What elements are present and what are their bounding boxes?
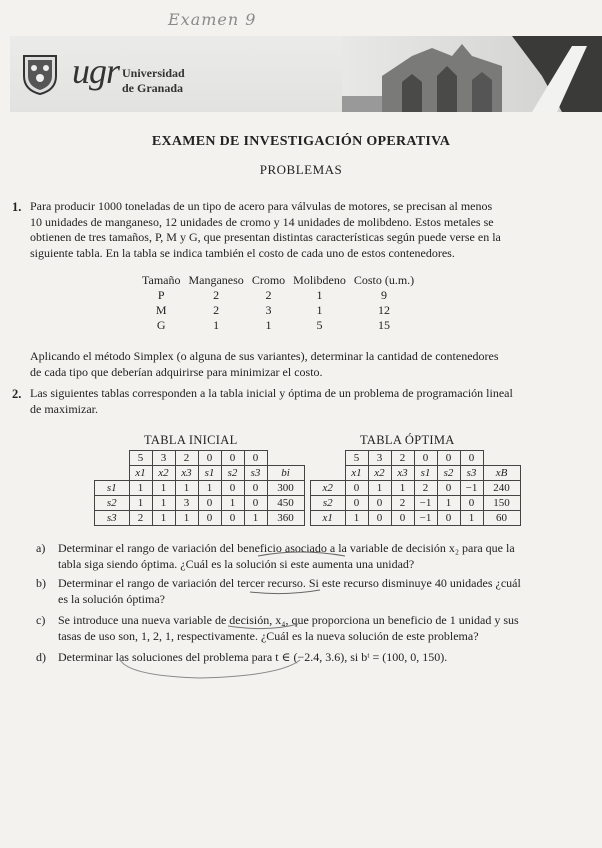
table-cell: 0 [437,511,460,526]
column-header: x2 [368,466,391,481]
table-cell: 1 [316,303,323,317]
table-cell: 2 [391,496,414,511]
table-cell: −1 [414,496,437,511]
table-cell: 1 [221,496,244,511]
table-cell: 9 [381,288,387,302]
column-header: s1 [414,466,437,481]
table-cell: 1 [460,511,483,526]
problem-1-closing-line: de cada tipo que deberían adquirirse para minimizar el costo. [30,364,323,379]
table-cell: 0 [221,481,244,496]
table-cell: 1 [175,481,198,496]
cost-cell: 2 [175,451,198,466]
table-cell: 300 [267,481,304,496]
table-cell: M [155,303,167,317]
table-cell: 60 [483,511,520,526]
cost-cell: 0 [460,451,483,466]
table-cell: 1 [244,511,267,526]
table-cell: 0 [221,511,244,526]
question-line: Determinar el rango de variación del tercer recurso. Si este recurso disminuye 40 unidades ¿cuál [58,576,521,590]
column-header: s3 [244,466,267,481]
table-cell: 150 [483,496,520,511]
table-cell: 0 [244,481,267,496]
table-cell: 2 [129,511,152,526]
problem-1-line: 10 unidades de manganeso, 12 unidades de cromo y 14 unidades de molibdeno. Estos metales se [30,214,494,229]
cost-cell: 3 [152,451,175,466]
question-line: es la solución óptima? [58,591,165,606]
underline-mark [250,590,320,594]
table-cell: 0 [345,496,368,511]
table-cell: 0 [368,511,391,526]
table-cell: 1 [316,288,323,302]
table-cell: 1 [198,481,221,496]
table-cell: 0 [244,496,267,511]
problem-1-line: siguiente tabla. En la tabla se indica también el costo de cada uno de estos contenedores. [30,245,455,260]
problem-1-line: Para producir 1000 toneladas de un tipo de acero para válvulas de motores, se precisan al menos [30,199,493,213]
column-header: xB [483,466,520,481]
table-cell: 0 [345,481,368,496]
table-cell: 450 [267,496,304,511]
curve-mark [120,660,300,678]
column-header: bi [267,466,304,481]
problem-2-line: Las siguientes tablas corresponden a la tabla inicial y óptima de un problema de programación lineal [30,386,513,400]
basis-cell: x2 [311,481,346,496]
column-header: Manganeso [188,273,244,287]
basis-cell: s3 [95,511,130,526]
basis-cell: x1 [311,511,346,526]
question-line: Determinar el rango de variación del beneficio asociado a la variable de decisión x₂ para que la [58,541,515,555]
table-cell: 0 [198,496,221,511]
column-header: s3 [460,466,483,481]
problem-1-closing-line: Aplicando el método Simplex (o alguna de sus variantes), determinar la cantidad de contenedores [30,349,499,363]
table-cell: 5 [316,318,323,332]
column-header: Molibdeno [293,273,346,287]
column-header: x1 [345,466,368,481]
table-cell: −1 [460,481,483,496]
table-cell: 1 [345,511,368,526]
column-header: x2 [152,466,175,481]
column-header: Costo (u.m.) [353,273,415,287]
table-cell: 1 [152,481,175,496]
problem-2-line: de maximizar. [30,401,98,416]
table-cell: 12 [378,303,390,317]
question-line: Determinar las soluciones del problema para t ∈ (−2.4, 3.6), si bᵗ = (100, 0, 150). [58,650,448,664]
table-cell: P [157,288,165,302]
column-header: Tamaño [142,273,181,287]
table-cell: 1 [391,481,414,496]
university-name: Universidad de Granada [122,66,185,95]
cost-cell: 0 [221,451,244,466]
table-cell: 1 [152,511,175,526]
handwritten-note: Examen 9 [168,10,257,29]
question-line: tasas de uso son, 1, 2, 1, respectivamente. ¿Cuál es la nueva solución de este problema? [58,628,479,643]
question-line: Se introduce una nueva variable de decisión, x₄, que proporciona un beneficio de 1 unidad y sus [58,613,519,627]
table-cell: 240 [483,481,520,496]
column-header: s1 [198,466,221,481]
column-header: s2 [437,466,460,481]
column-header: Cromo [251,273,286,287]
table-cell: 2 [414,481,437,496]
table-cell: 0 [437,481,460,496]
cost-cell: 0 [198,451,221,466]
exam-title: EXAMEN DE INVESTIGACIÓN OPERATIVA [151,134,451,149]
table-cell: 1 [129,496,152,511]
cost-cell: 5 [129,451,152,466]
table-cell: −1 [414,511,437,526]
table-cell: 0 [391,511,414,526]
underline-mark [228,624,298,629]
initial-table-caption: TABLA INICIAL [144,433,238,447]
table-cell: 2 [213,288,220,302]
question-label: c) [36,613,46,627]
table-cell: 1 [129,481,152,496]
column-header: x1 [129,466,152,481]
table-cell: 1 [437,496,460,511]
table-cell: 3 [175,496,198,511]
basis-cell: s1 [95,481,130,496]
problem-1-line: obtienen de tres tamaños, P, M y G, que presentan distintas características según puede verse en la [30,230,501,244]
table-cell: 1 [175,511,198,526]
table-cell: 0 [198,511,221,526]
table-cell: 2 [265,288,272,302]
underline-mark [258,552,345,556]
table-cell: 360 [267,511,304,526]
ugr-logo: ugr [72,51,120,91]
question-label: b) [36,576,46,590]
table-cell: 15 [378,318,390,332]
table-cell: 1 [265,318,272,332]
table-cell: 1 [368,481,391,496]
problem-1-number: 1. [12,200,22,214]
exam-subtitle: PROBLEMAS [259,162,343,177]
column-header: x3 [391,466,414,481]
table-cell: 1 [213,318,220,332]
basis-cell: s2 [311,496,346,511]
problem-2-number: 2. [12,387,22,401]
column-header: s2 [221,466,244,481]
table-cell: 0 [460,496,483,511]
cost-cell: 3 [368,451,391,466]
cost-cell: 2 [391,451,414,466]
table-cell: 2 [213,303,220,317]
cost-cell: 0 [244,451,267,466]
table-cell: 3 [265,303,272,317]
table-cell: 0 [368,496,391,511]
basis-cell: s2 [95,496,130,511]
optimal-table-caption: TABLA ÓPTIMA [360,433,455,447]
table-cell: G [156,318,166,332]
cost-cell: 0 [414,451,437,466]
cost-cell: 0 [437,451,460,466]
column-header: x3 [175,466,198,481]
table-cell: 1 [152,496,175,511]
cost-cell: 5 [345,451,368,466]
question-label: a) [36,541,46,555]
question-line: tabla siga siendo óptima. ¿Cuál es la solución si este aumenta una unidad? [58,556,415,571]
question-label: d) [36,650,46,664]
